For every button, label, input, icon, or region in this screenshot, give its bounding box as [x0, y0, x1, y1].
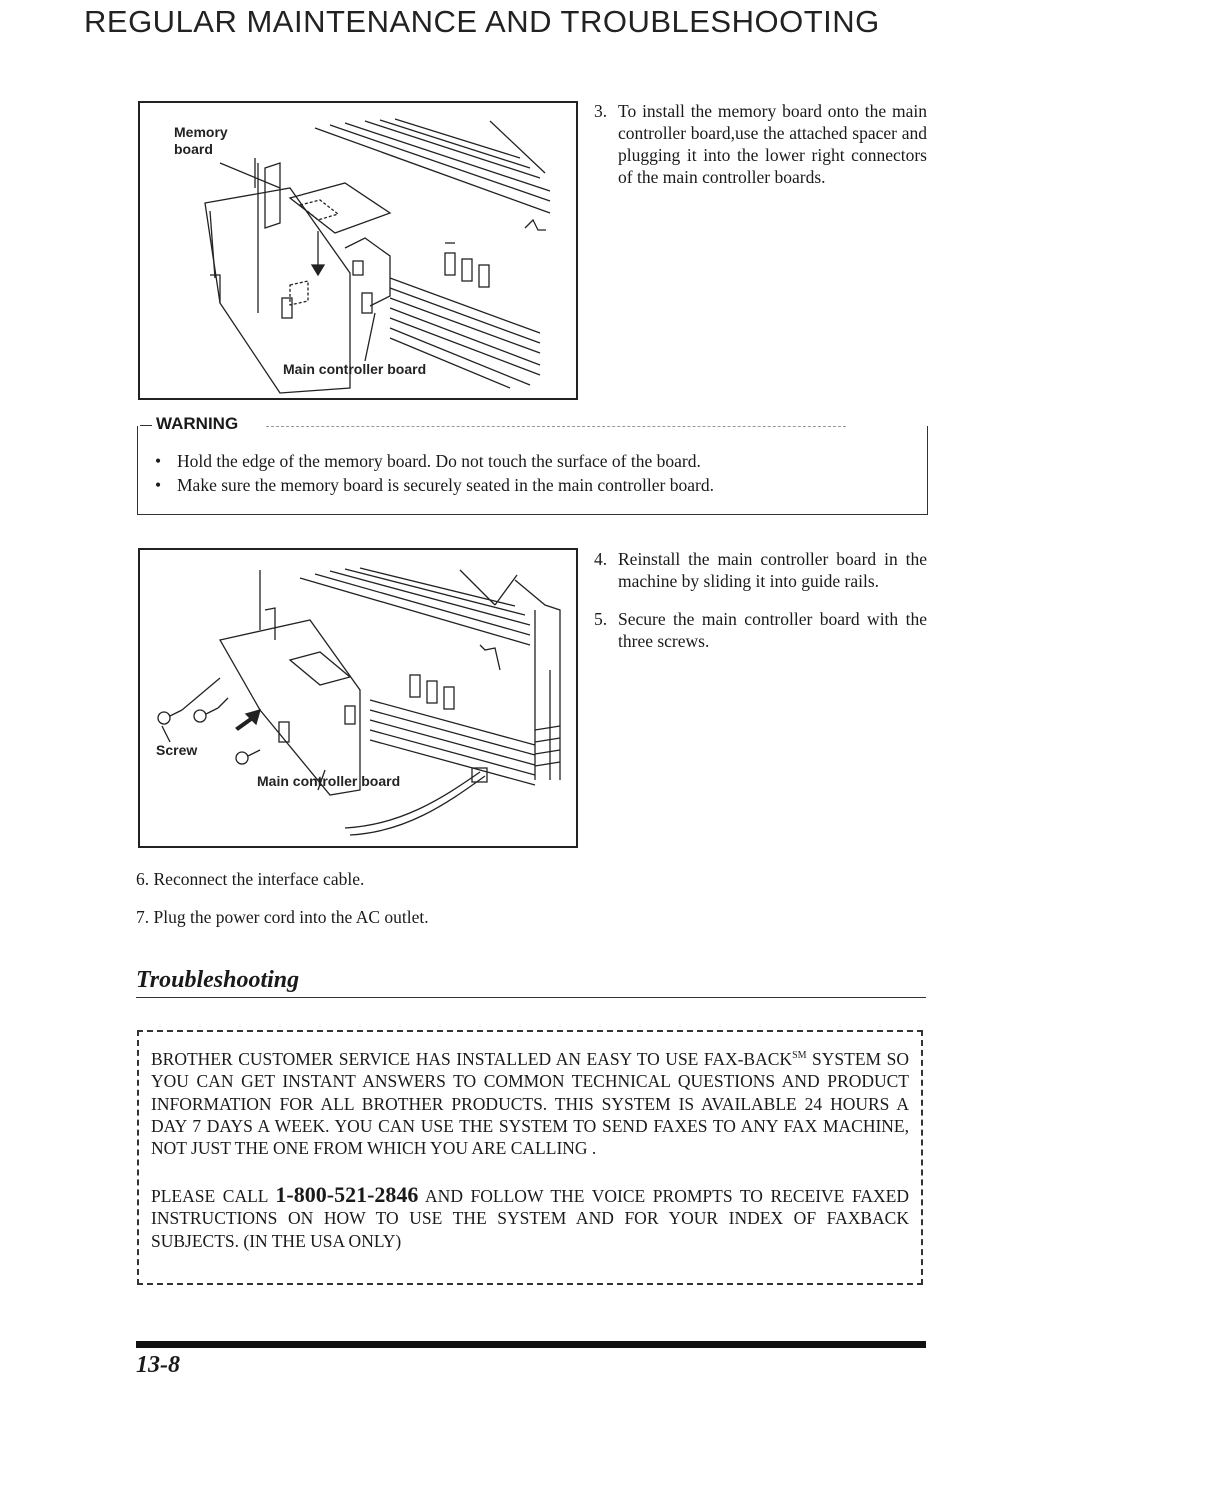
- step-4: [594, 548, 927, 592]
- warning-title: WARNING: [140, 414, 244, 434]
- figure-memory-board-install: [138, 101, 578, 400]
- step-6: [136, 869, 364, 890]
- notice-paragraph-1: [151, 1045, 909, 1160]
- step-7: [136, 907, 429, 928]
- section-rule: [136, 997, 926, 998]
- page-number: 13-8: [136, 1352, 180, 1378]
- steps-top: [594, 100, 927, 188]
- steps-mid: [594, 548, 927, 652]
- step-text: Reinstall the main controller board in the machine by sliding it into guide rails.: [618, 549, 927, 591]
- step-text: To install the memory board onto the main controller board,use the attached spacer and plugging it into the lower right connectors of the main controller boards.: [618, 101, 927, 187]
- step-3: [594, 100, 927, 188]
- warning-item: • Make sure the memory board is securely seated in the main controller board.: [155, 473, 714, 497]
- notice-p1-start: BROTHER CUSTOMER SERVICE HAS INSTALLED AN EASY TO USE FAX-BACK: [151, 1048, 793, 1069]
- page-header-title: REGULAR MAINTENANCE AND TROUBLESHOOTING: [84, 4, 880, 39]
- footer-rule: [136, 1341, 926, 1348]
- warning-top-line: [266, 426, 846, 427]
- notice-p2-start: PLEASE CALL: [151, 1185, 276, 1206]
- step-5: [594, 608, 927, 652]
- label-memory-board: [174, 124, 228, 158]
- step-text: Secure the main controller board with the three screws.: [618, 609, 927, 651]
- service-mark: SM: [792, 1050, 807, 1061]
- step-text: Plug the power cord into the AC outlet.: [153, 907, 429, 927]
- label-main-controller-board-2: Main controller board: [257, 773, 401, 789]
- notice-paragraph-2: [151, 1181, 909, 1252]
- label-main-controller-board: Main controller board: [283, 361, 427, 377]
- warning-item: • Hold the edge of the memory board. Do not touch the surface of the board.: [155, 449, 714, 473]
- step-number: 4.: [594, 549, 608, 569]
- notice-p1-rest: SYSTEM SO YOU CAN GET INSTANT ANSWERS TO COMMON TECHNICAL QUESTIONS AND PRODUCT INFORMATION FOR ALL BROTHER PRODUCTS. THIS SYSTEM IS AVAILABLE 24 HOURS A DAY 7 DAYS A WEEK. YOU CAN USE THE SYSTEM TO SEND FAXES TO ANY FAX MACHINE, NOT JUST THE ONE FROM WHICH YOU ARE CALLING .: [151, 1048, 909, 1159]
- step-text: Reconnect the interface cable.: [153, 869, 365, 889]
- warning-list: [155, 449, 714, 497]
- step-number: 6.: [136, 869, 150, 889]
- notice-p2-end: AND FOLLOW THE VOICE PROMPTS TO RECEIVE FAXED INSTRUCTIONS ON HOW TO USE THE SYSTEM AND FOR YOUR INDEX OF FAXBACK SUBJECTS. (IN THE USA ONLY): [151, 1185, 909, 1251]
- faxback-notice-text: [151, 1045, 909, 1252]
- label-screw: Screw: [156, 742, 198, 758]
- step-number: 3.: [594, 101, 608, 121]
- main-controller-illustration: [140, 550, 576, 846]
- figure-main-controller-install: [138, 548, 578, 848]
- faxback-phone-number: 1-800-521-2846: [275, 1181, 419, 1207]
- section-title-troubleshooting: Troubleshooting: [136, 967, 300, 993]
- step-number: 7.: [136, 907, 150, 927]
- label-memory-board-line2: board: [174, 141, 213, 157]
- step-number: 5.: [594, 609, 608, 629]
- label-memory-board-line1: Memory: [174, 124, 228, 140]
